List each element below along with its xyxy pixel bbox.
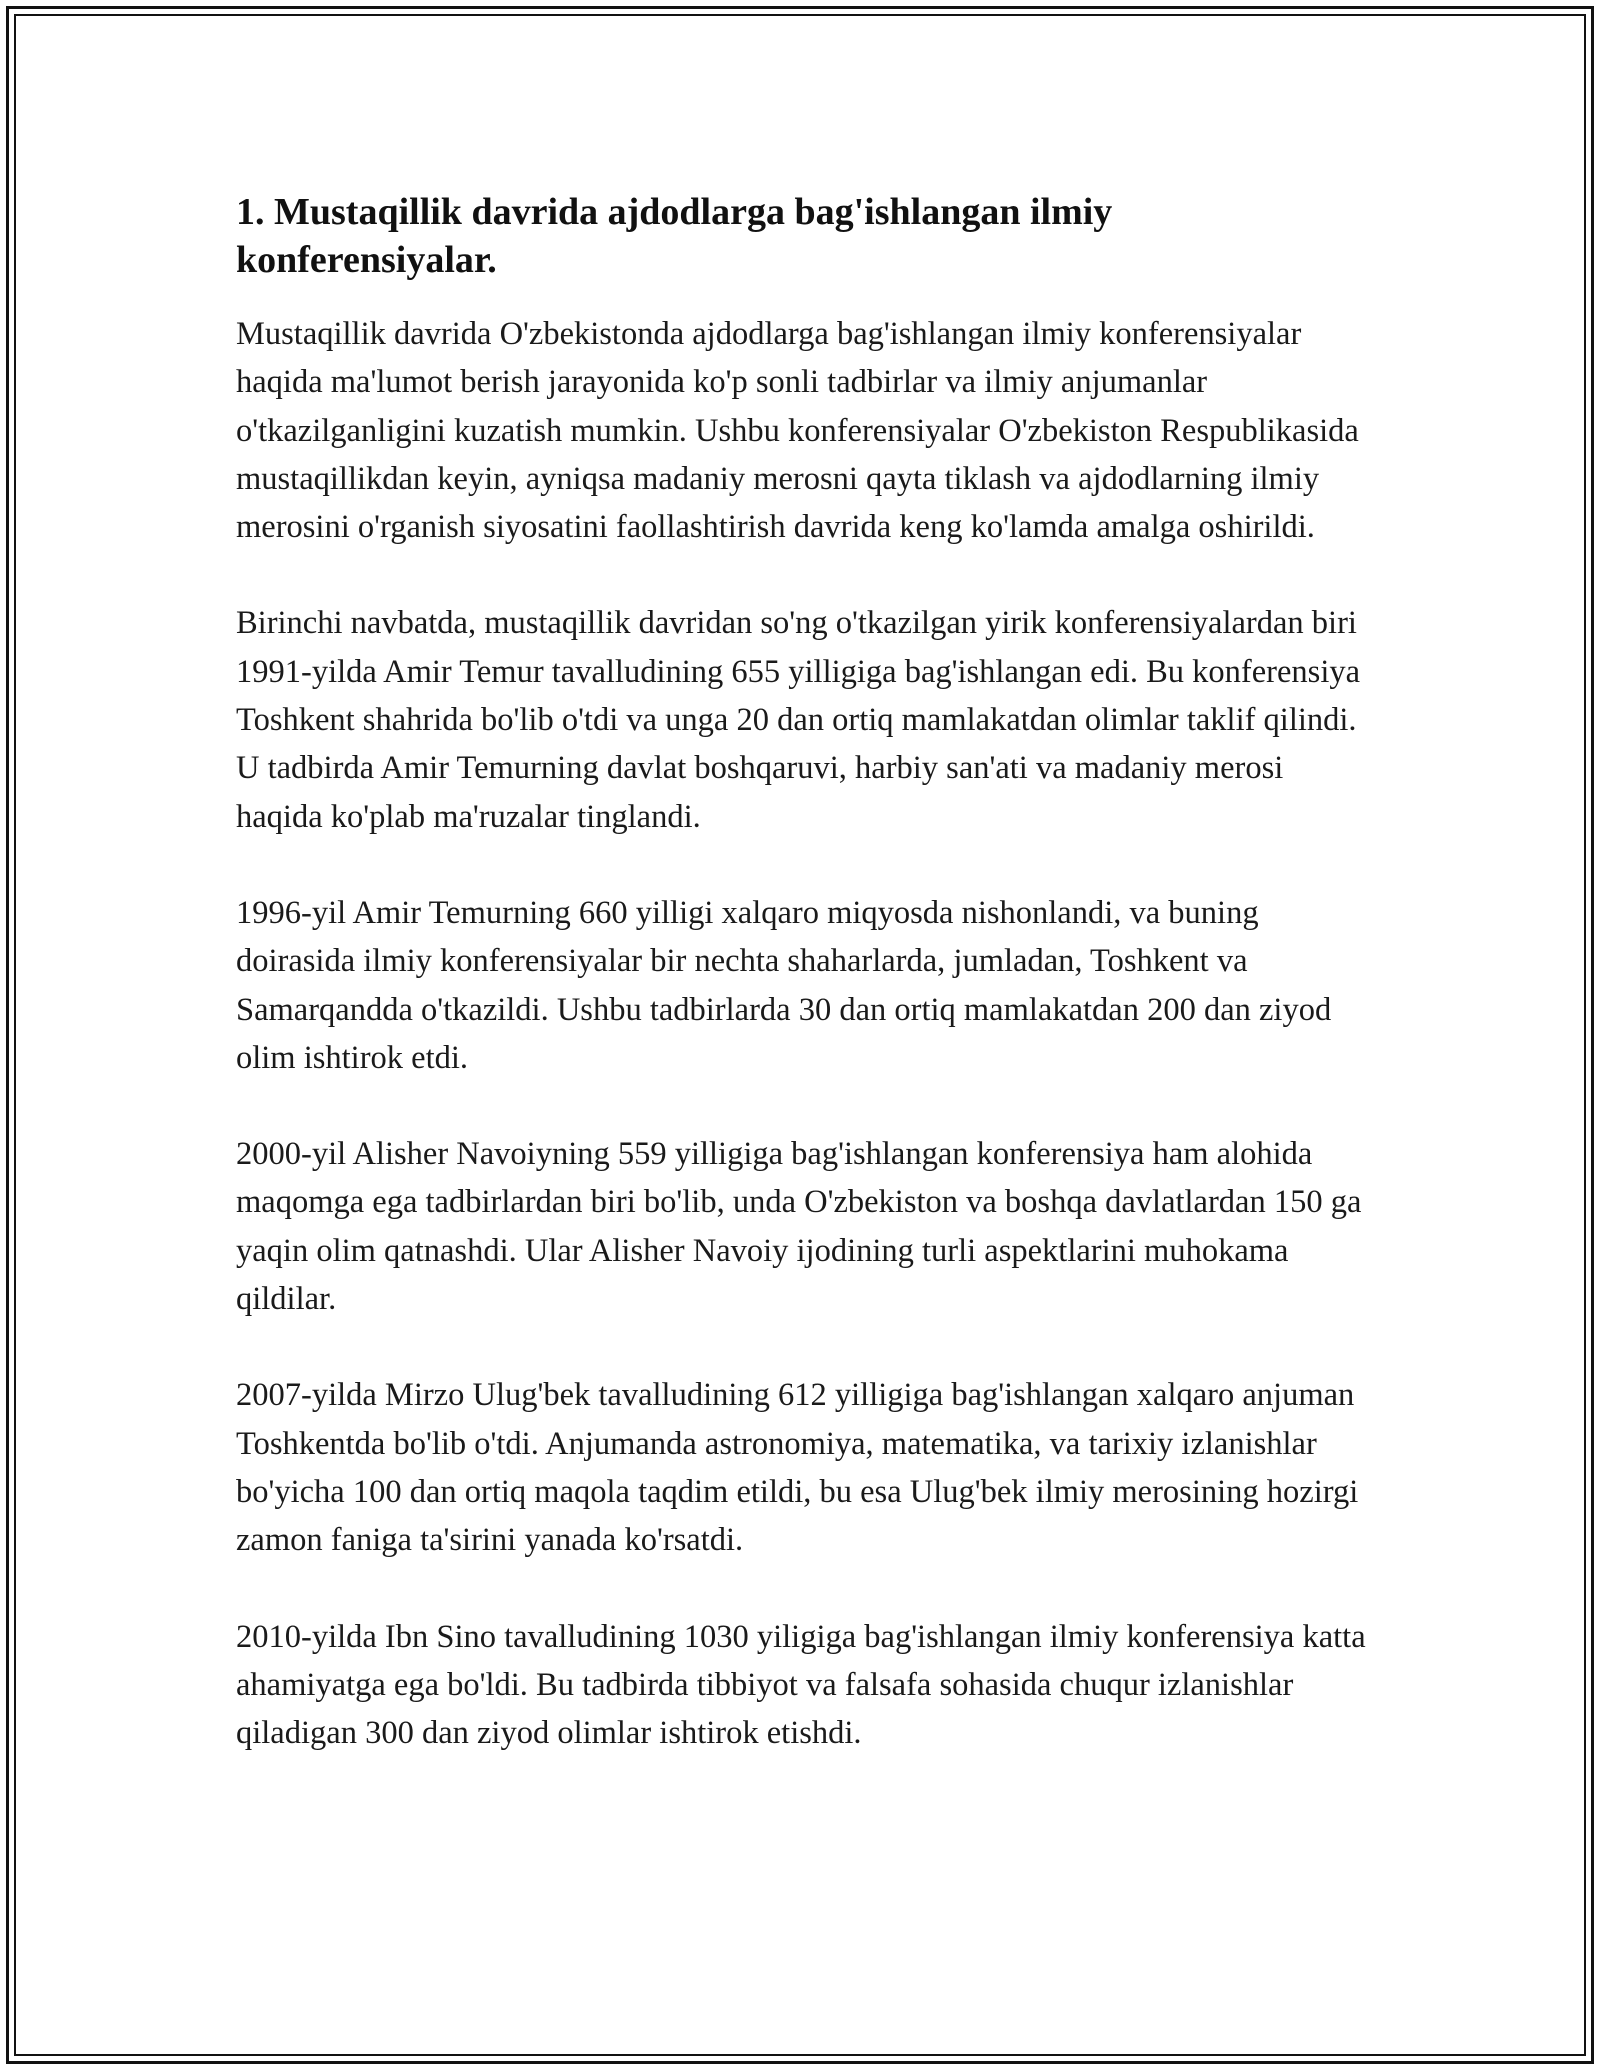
- paragraph-2010-ibn-sino: 2010-yilda Ibn Sino tavalludining 1030 yiligiga bag'ishlangan ilmiy konferensiya katta ahamiyatga ega bo'ldi. Bu tadbirda tibbiyot va falsafa sohasida chuqur izlanishlar qiladigan 300 dan ziyod olimlar ishtirok etishdi.: [236, 1618, 1366, 1752]
- document-body: [236, 188, 1376, 1805]
- document-title: 1. Mustaqillik davrida ajdodlarga bag'ishlangan ilmiy konferensiyalar.: [236, 191, 1113, 281]
- paragraph-2000-alisher-navoiy: 2000-yil Alisher Navoiyning 559 yilligiga bag'ishlangan konferensiya ham alohida maqomga ega tadbirlardan biri bo'lib, unda O'zbekiston va boshqa davlatlardan 150 ga yaqin olim qatnashdi. Ular Alisher Navoiy ijodining turli aspektlarini muhokama qildilar.: [236, 1136, 1362, 1318]
- paragraph-1996-amir-temur: 1996-yil Amir Temurning 660 yilligi xalqaro miqyosda nishonlandi, va buning doirasida ilmiy konferensiyalar bir nechta shaharlarda, jumladan, Toshkent va Samarqandda o'tkazildi. Ushbu tadbirlarda 30 dan ortiq mamlakatdan 200 dan ziyod olim ishtirok etdi.: [236, 894, 1332, 1076]
- paragraph-intro: Mustaqillik davrida O'zbekistonda ajdodlarga bag'ishlangan ilmiy konferensiyalar haqida ma'lumot berish jarayonida ko'p sonli tadbirlar va ilmiy anjumanlar o'tkazilganligini kuzatish mumkin. Ushbu konferensiyalar O'zbekiston Respublikasida mustaqillikdan keyin, ayniqsa madaniy merosni qayta tiklash va ajdodlarning ilmiy merosini o'rganish siyosatini faollashtirish davrida keng ko'lamda amalga oshirildi.: [236, 316, 1359, 546]
- paragraph-1991-amir-temur: Birinchi navbatda, mustaqillik davridan so'ng o'tkazilgan yirik konferensiyalardan biri 1991-yilda Amir Temur tavalludining 655 yilligiga bag'ishlangan edi. Bu konferensiya Toshkent shahrida bo'lib o'tdi va unga 20 dan ortiq mamlakatdan olimlar taklif qilindi. U tadbirda Amir Temurning davlat boshqaruvi, harbiy san'ati va madaniy merosi haqida ko'plab ma'ruzalar tinglandi.: [236, 605, 1361, 835]
- paragraph-2007-mirzo-ulugbek: 2007-yilda Mirzo Ulug'bek tavalludining 612 yilligiga bag'ishlangan xalqaro anjuman Toshkentda bo'lib o'tdi. Anjumanda astronomiya, matematika, va tarixiy izlanishlar bo'yicha 100 dan ortiq maqola taqdim etildi, bu esa Ulug'bek ilmiy merosining hozirgi zamon faniga ta'sirini yanada ko'rsatdi.: [236, 1377, 1359, 1559]
